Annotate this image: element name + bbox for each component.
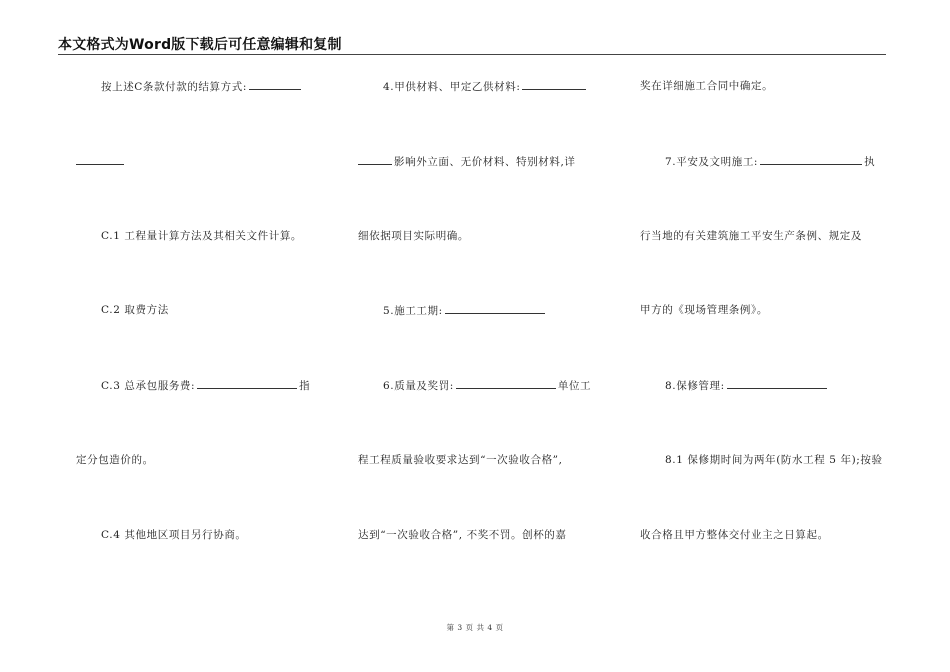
line-text: 甲方的《现场管理条例》。 <box>640 304 768 316</box>
text-line <box>640 302 882 318</box>
fill-blank <box>249 78 301 90</box>
fill-blank <box>727 377 827 389</box>
text-column-3 <box>640 0 883 672</box>
text-line <box>76 452 318 468</box>
line-text: 7.平安及文明施工: <box>665 156 759 168</box>
document-header-title: 本文格式为Word版下载后可任意编辑和复制 <box>58 37 342 53</box>
fill-blank <box>760 153 862 165</box>
text-line <box>640 527 882 543</box>
line-text: C.3 总承包服务费: <box>101 380 196 392</box>
text-line <box>358 228 600 244</box>
fill-blank <box>76 153 124 165</box>
text-line <box>358 377 625 393</box>
line-text: 8.1 保修期时间为两年(防水工程 5 年);按验 <box>665 454 883 466</box>
page-number-footer: 第 3 页 共 4 页 <box>446 623 504 632</box>
text-line <box>76 228 343 244</box>
fill-blank <box>358 153 392 165</box>
line-text: 影响外立面、无价材料、特别材料,详 <box>394 156 576 168</box>
text-line <box>76 527 343 543</box>
line-text: C.1 工程量计算方法及其相关文件计算。 <box>101 230 303 242</box>
line-text: 达到“一次验收合格”, 不奖不罚。创杯的嘉 <box>358 529 567 541</box>
line-text: 8.保修管理: <box>665 380 725 392</box>
line-text: 6.质量及奖罚: <box>383 380 454 392</box>
line-text: C.2 取费方法 <box>101 304 169 316</box>
text-line <box>358 452 600 468</box>
line-text: 4.甲供材料、甲定乙供材料: <box>383 81 521 93</box>
line-tail: 单位工 <box>557 380 592 392</box>
line-text: 定分包造价的。 <box>76 454 154 466</box>
fill-blank <box>522 78 586 90</box>
text-line <box>76 302 343 318</box>
fill-blank <box>445 302 545 314</box>
text-line <box>640 153 907 169</box>
line-text: C.4 其他地区项目另行协商。 <box>101 529 247 541</box>
line-text: 按上述C条款付款的结算方式: <box>101 81 247 93</box>
line-tail: 指 <box>299 380 311 392</box>
line-text: 5.施工工期: <box>383 305 443 317</box>
line-text: 程工程质量验收要求达到“一次验收合格”, <box>358 454 563 466</box>
line-text: 行当地的有关建筑施工平安生产条例、规定及 <box>640 230 862 242</box>
text-line <box>76 153 318 169</box>
text-line <box>640 78 882 94</box>
line-text: 奖在详细施工合同中确定。 <box>640 80 774 92</box>
line-text: 收合格且甲方整体交付业主之日算起。 <box>640 529 829 541</box>
text-line <box>76 377 343 393</box>
fill-blank <box>197 377 297 389</box>
text-column-1 <box>76 0 316 672</box>
text-line <box>76 78 343 94</box>
text-line <box>358 153 600 169</box>
text-column-2 <box>358 0 598 672</box>
text-line <box>640 377 907 393</box>
line-tail: 执 <box>864 156 876 168</box>
text-line <box>640 228 882 244</box>
text-line <box>640 452 907 468</box>
text-line <box>358 302 625 318</box>
text-line <box>358 527 600 543</box>
fill-blank <box>456 377 556 389</box>
line-text: 细依据项目实际明确。 <box>358 230 469 242</box>
text-line <box>358 78 625 94</box>
